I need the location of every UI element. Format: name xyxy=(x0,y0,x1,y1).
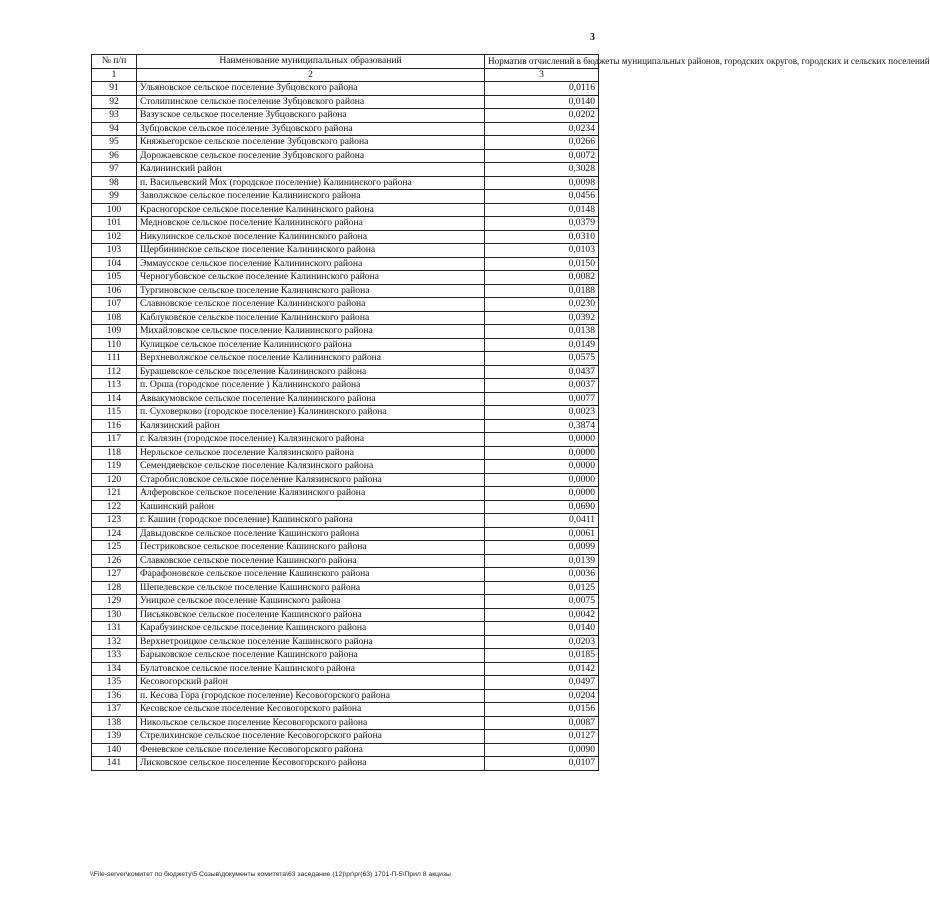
row-number: 113 xyxy=(92,379,137,393)
table-row xyxy=(92,662,599,676)
norm-value: 0,0266 xyxy=(485,136,599,150)
norm-value: 0,0188 xyxy=(485,284,599,298)
norm-value: 0,0125 xyxy=(485,581,599,595)
norm-value: 0,0142 xyxy=(485,662,599,676)
row-number: 134 xyxy=(92,662,137,676)
norm-value: 0,0087 xyxy=(485,716,599,730)
row-number: 104 xyxy=(92,257,137,271)
norm-value: 0,0072 xyxy=(485,149,599,163)
municipality-name: Кесовское сельское поселение Кесовогорского района xyxy=(137,703,485,717)
row-number: 117 xyxy=(92,433,137,447)
row-number: 110 xyxy=(92,338,137,352)
municipality-name: Старобисловское сельское поселение Калязинского района xyxy=(137,473,485,487)
norm-value: 0,0077 xyxy=(485,392,599,406)
row-number: 116 xyxy=(92,419,137,433)
municipality-name: Калининский район xyxy=(137,163,485,177)
norm-value: 0,0497 xyxy=(485,676,599,690)
table-row xyxy=(92,473,599,487)
municipality-name: Кулицкое сельское поселение Калининского района xyxy=(137,338,485,352)
row-number: 141 xyxy=(92,757,137,771)
norm-value: 0,0204 xyxy=(485,689,599,703)
municipality-name: Уницкое сельское поселение Кашинского района xyxy=(137,595,485,609)
norm-value: 0,0139 xyxy=(485,554,599,568)
row-number: 112 xyxy=(92,365,137,379)
table-row xyxy=(92,203,599,217)
norm-value: 0,0000 xyxy=(485,446,599,460)
table-row xyxy=(92,568,599,582)
municipality-name: Черногубовское сельское поселение Калининского района xyxy=(137,271,485,285)
municipality-name: Шепелевское сельское поселение Кашинского района xyxy=(137,581,485,595)
norm-value: 0,0103 xyxy=(485,244,599,258)
table-row xyxy=(92,649,599,663)
norm-value: 0,0140 xyxy=(485,622,599,636)
table-row xyxy=(92,122,599,136)
row-number: 94 xyxy=(92,122,137,136)
municipality-name: Карабузинское сельское поселение Кашинского района xyxy=(137,622,485,636)
table-row xyxy=(92,95,599,109)
row-number: 127 xyxy=(92,568,137,582)
table-row xyxy=(92,257,599,271)
municipality-name: Аввакумовское сельское поселение Калининского района xyxy=(137,392,485,406)
norm-value: 0,0037 xyxy=(485,379,599,393)
municipality-name: Нерльское сельское поселение Калязинского района xyxy=(137,446,485,460)
row-number: 140 xyxy=(92,743,137,757)
norm-value: 0,0000 xyxy=(485,487,599,501)
municipality-name: Пестриковское сельское поселение Кашинского района xyxy=(137,541,485,555)
table-row xyxy=(92,284,599,298)
table-row xyxy=(92,365,599,379)
table-row xyxy=(92,460,599,474)
table-row xyxy=(92,487,599,501)
norm-value: 0,0392 xyxy=(485,311,599,325)
table-row xyxy=(92,379,599,393)
table-row xyxy=(92,419,599,433)
norm-value: 0,0099 xyxy=(485,541,599,555)
municipality-name: Алферовское сельское поселение Калязинского района xyxy=(137,487,485,501)
norm-value: 0,0127 xyxy=(485,730,599,744)
row-number: 108 xyxy=(92,311,137,325)
column-index: 1 xyxy=(92,68,137,82)
row-number: 111 xyxy=(92,352,137,366)
municipality-name: Ульяновское сельское поселение Зубцовского района xyxy=(137,82,485,96)
row-number: 114 xyxy=(92,392,137,406)
table-row xyxy=(92,446,599,460)
norm-value: 0,0411 xyxy=(485,514,599,528)
norm-value: 0,0000 xyxy=(485,460,599,474)
row-number: 132 xyxy=(92,635,137,649)
municipality-name: Стрелихинское сельское поселение Кесовогорского района xyxy=(137,730,485,744)
row-number: 124 xyxy=(92,527,137,541)
table-row xyxy=(92,311,599,325)
row-number: 136 xyxy=(92,689,137,703)
table-row xyxy=(92,689,599,703)
row-number: 128 xyxy=(92,581,137,595)
table-row xyxy=(92,406,599,420)
municipality-name: Лисковское сельское поселение Кесовогорского района xyxy=(137,757,485,771)
municipality-name: Каблуковское сельское поселение Калининского района xyxy=(137,311,485,325)
table-row xyxy=(92,392,599,406)
row-number: 131 xyxy=(92,622,137,636)
row-number: 102 xyxy=(92,230,137,244)
norm-value: 0,0090 xyxy=(485,743,599,757)
norm-value: 0,0116 xyxy=(485,82,599,96)
norm-value: 0,0042 xyxy=(485,608,599,622)
municipality-name: п. Васильевский Мох (городское поселение) Калининского района xyxy=(137,176,485,190)
row-number: 120 xyxy=(92,473,137,487)
norm-value: 0,0149 xyxy=(485,338,599,352)
municipality-name: Столипинское сельское поселение Зубцовского района xyxy=(137,95,485,109)
municipality-name: Тургиновское сельское поселение Калининского района xyxy=(137,284,485,298)
norm-value: 0,0000 xyxy=(485,433,599,447)
header-name: Наименование муниципальных образований xyxy=(137,55,485,69)
row-number: 101 xyxy=(92,217,137,231)
norm-value: 0,0379 xyxy=(485,217,599,231)
municipality-name: Калязинский район xyxy=(137,419,485,433)
row-number: 125 xyxy=(92,541,137,555)
row-number: 92 xyxy=(92,95,137,109)
norm-value: 0,0148 xyxy=(485,203,599,217)
table-row xyxy=(92,149,599,163)
norm-value: 0,0098 xyxy=(485,176,599,190)
table-row xyxy=(92,433,599,447)
municipality-name: Щербининское сельское поселение Калининского района xyxy=(137,244,485,258)
table-row xyxy=(92,676,599,690)
table-row xyxy=(92,730,599,744)
row-number: 118 xyxy=(92,446,137,460)
norm-value: 0,0075 xyxy=(485,595,599,609)
norm-value: 0,3028 xyxy=(485,163,599,177)
row-number: 109 xyxy=(92,325,137,339)
municipality-name: Верхневолжское сельское поселение Калининского района xyxy=(137,352,485,366)
table-body xyxy=(92,82,599,771)
norm-value: 0,0456 xyxy=(485,190,599,204)
municipality-name: Никулинское сельское поселение Калининского района xyxy=(137,230,485,244)
municipality-name: Красногорское сельское поселение Калининского района xyxy=(137,203,485,217)
table-row xyxy=(92,163,599,177)
table-row xyxy=(92,190,599,204)
table-row xyxy=(92,325,599,339)
row-number: 106 xyxy=(92,284,137,298)
column-index: 3 xyxy=(485,68,599,82)
table-row xyxy=(92,176,599,190)
row-number: 98 xyxy=(92,176,137,190)
row-number: 97 xyxy=(92,163,137,177)
column-index-row xyxy=(92,68,599,82)
municipality-name: Барыковское сельское поселение Кашинского района xyxy=(137,649,485,663)
row-number: 126 xyxy=(92,554,137,568)
norm-value: 0,0234 xyxy=(485,122,599,136)
municipality-name: Давыдовское сельское поселение Кашинского района xyxy=(137,527,485,541)
file-path-footer: \\File-server\комитет по бюджету\5 Созыв\документы комитета\63 заседание (12)\pr\pr(63) 1701-П-5\Прил 8 акцизы xyxy=(90,871,451,878)
row-number: 96 xyxy=(92,149,137,163)
norm-value: 0,0202 xyxy=(485,109,599,123)
norm-value: 0,0000 xyxy=(485,473,599,487)
page-number: 3 xyxy=(590,32,595,43)
row-number: 122 xyxy=(92,500,137,514)
table-row xyxy=(92,622,599,636)
table-row xyxy=(92,716,599,730)
norm-value: 0,0203 xyxy=(485,635,599,649)
row-number: 139 xyxy=(92,730,137,744)
header-norm: Норматив отчислений в бюджеты муниципальных районов, городских округов, городских и сельских поселений xyxy=(485,55,599,69)
row-number: 99 xyxy=(92,190,137,204)
table-row xyxy=(92,608,599,622)
municipality-name: Вазузское сельское поселение Зубцовского района xyxy=(137,109,485,123)
table-row xyxy=(92,757,599,771)
municipality-name: Кашинский район xyxy=(137,500,485,514)
normatives-table xyxy=(91,54,930,771)
municipality-name: Зубцовское сельское поселение Зубцовского района xyxy=(137,122,485,136)
table-row xyxy=(92,338,599,352)
row-number: 103 xyxy=(92,244,137,258)
norm-value: 0,3874 xyxy=(485,419,599,433)
row-number: 105 xyxy=(92,271,137,285)
norm-value: 0,0138 xyxy=(485,325,599,339)
municipality-name: п. Кесова Гора (городское поселение) Кесовогорского района xyxy=(137,689,485,703)
row-number: 123 xyxy=(92,514,137,528)
norm-value: 0,0107 xyxy=(485,757,599,771)
table-row xyxy=(92,136,599,150)
table-row xyxy=(92,743,599,757)
row-number: 138 xyxy=(92,716,137,730)
norm-value: 0,0082 xyxy=(485,271,599,285)
norm-value: 0,0230 xyxy=(485,298,599,312)
row-number: 100 xyxy=(92,203,137,217)
table-row xyxy=(92,635,599,649)
municipality-name: г. Кашин (городское поселение) Кашинского района xyxy=(137,514,485,528)
norm-value: 0,0156 xyxy=(485,703,599,717)
municipality-name: г. Калязин (городское поселение) Калязинского района xyxy=(137,433,485,447)
table-row xyxy=(92,271,599,285)
table-row xyxy=(92,109,599,123)
municipality-name: Славковское сельское поселение Кашинского района xyxy=(137,554,485,568)
row-number: 133 xyxy=(92,649,137,663)
table-row xyxy=(92,541,599,555)
norm-value: 0,0023 xyxy=(485,406,599,420)
municipality-name: Заволжское сельское поселение Калининского района xyxy=(137,190,485,204)
table-row xyxy=(92,500,599,514)
row-number: 137 xyxy=(92,703,137,717)
municipality-name: Кесовогорский район xyxy=(137,676,485,690)
municipality-name: Дорожаевское сельское поселение Зубцовского района xyxy=(137,149,485,163)
municipality-name: Славновское сельское поселение Калининского района xyxy=(137,298,485,312)
table-row xyxy=(92,595,599,609)
table-row xyxy=(92,230,599,244)
row-number: 107 xyxy=(92,298,137,312)
norm-value: 0,0185 xyxy=(485,649,599,663)
table-row xyxy=(92,554,599,568)
row-number: 95 xyxy=(92,136,137,150)
municipality-name: Михайловское сельское поселение Калининского района xyxy=(137,325,485,339)
municipality-name: п. Орша (городское поселение ) Калининского района xyxy=(137,379,485,393)
table-row xyxy=(92,514,599,528)
table-row xyxy=(92,703,599,717)
norm-value: 0,0575 xyxy=(485,352,599,366)
municipality-name: Никольское сельское поселение Кесовогорского района xyxy=(137,716,485,730)
table-row xyxy=(92,352,599,366)
municipality-name: Булатовское сельское поселение Кашинского района xyxy=(137,662,485,676)
row-number: 121 xyxy=(92,487,137,501)
municipality-name: Феневское сельское поселение Кесовогорского района xyxy=(137,743,485,757)
norm-value: 0,0690 xyxy=(485,500,599,514)
table-row xyxy=(92,244,599,258)
table-row xyxy=(92,527,599,541)
municipality-name: Верхнетроицкое сельское поселение Кашинского района xyxy=(137,635,485,649)
table-row xyxy=(92,581,599,595)
table-row xyxy=(92,82,599,96)
municipality-name: Эммаусское сельское поселение Калининского района xyxy=(137,257,485,271)
table-row xyxy=(92,298,599,312)
municipality-name: Семендяевское сельское поселение Калязинского района xyxy=(137,460,485,474)
row-number: 129 xyxy=(92,595,137,609)
municipality-name: Письяковское сельское поселение Кашинского района xyxy=(137,608,485,622)
column-index: 2 xyxy=(137,68,485,82)
table-header-row xyxy=(92,55,599,69)
row-number: 115 xyxy=(92,406,137,420)
norm-value: 0,0036 xyxy=(485,568,599,582)
header-num: № п/п xyxy=(92,55,137,69)
row-number: 135 xyxy=(92,676,137,690)
table-row xyxy=(92,217,599,231)
municipality-name: п. Суховерково (городское поселение) Калининского района xyxy=(137,406,485,420)
norm-value: 0,0150 xyxy=(485,257,599,271)
norm-value: 0,0437 xyxy=(485,365,599,379)
norm-value: 0,0061 xyxy=(485,527,599,541)
row-number: 93 xyxy=(92,109,137,123)
norm-value: 0,0310 xyxy=(485,230,599,244)
row-number: 91 xyxy=(92,82,137,96)
municipality-name: Фарафоновское сельское поселение Кашинского района xyxy=(137,568,485,582)
norm-value: 0,0140 xyxy=(485,95,599,109)
row-number: 119 xyxy=(92,460,137,474)
municipality-name: Бурашевское сельское поселение Калининского района xyxy=(137,365,485,379)
row-number: 130 xyxy=(92,608,137,622)
municipality-name: Медновское сельское поселение Калининского района xyxy=(137,217,485,231)
municipality-name: Княжьегорское сельское поселение Зубцовского района xyxy=(137,136,485,150)
